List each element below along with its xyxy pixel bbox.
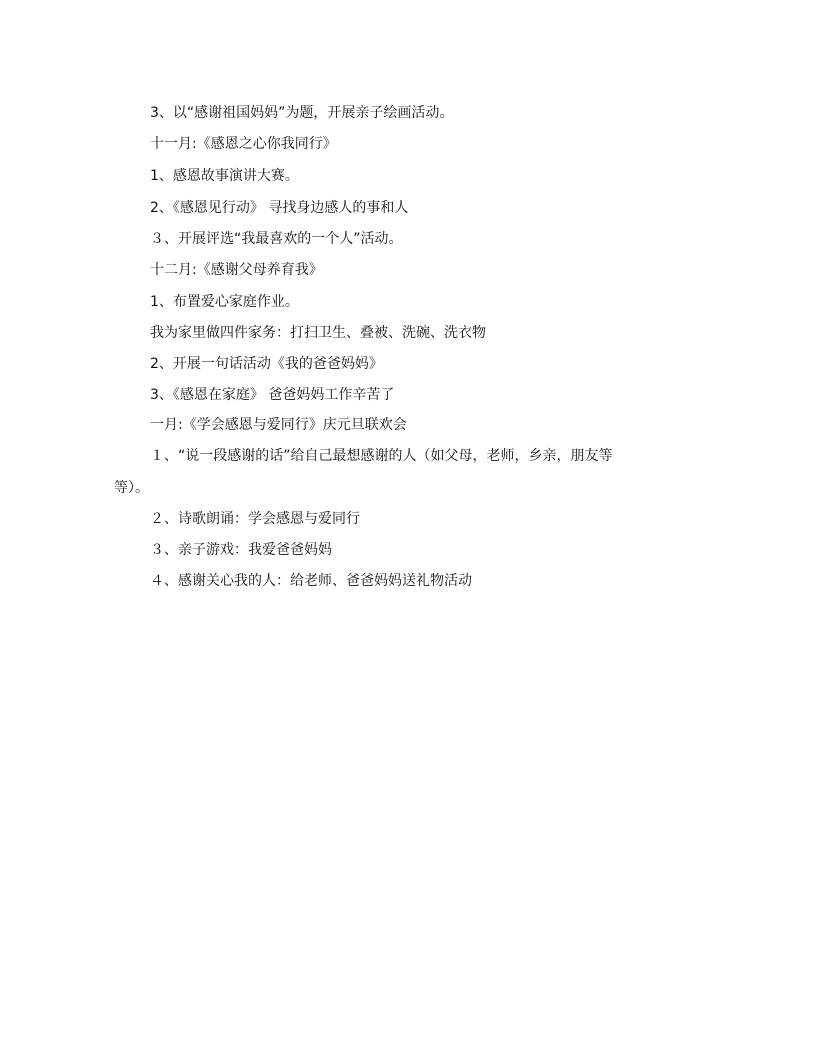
- paragraph-line: ３、开展评选“我最喜欢的一个人”活动。: [150, 231, 403, 247]
- paragraph-line: １、“说一段感谢的话”给自己最想感谢的人（如父母，老师，乡亲，朋友等: [150, 448, 613, 464]
- paragraph-line: 3、以“感谢祖国妈妈”为题，开展亲子绘画活动。: [150, 105, 454, 121]
- section-heading-december: 十二月:《感谢父母养育我》: [150, 262, 323, 278]
- paragraph-line: ２、诗歌朗诵：学会感恩与爱同行: [150, 511, 360, 527]
- paragraph-line: ３、亲子游戏：我爱爸爸妈妈: [150, 542, 332, 558]
- section-heading-january: 一月:《学会感恩与爱同行》庆元旦联欢会: [150, 417, 407, 433]
- paragraph-line-continuation: 等）。: [114, 480, 149, 496]
- paragraph-line: 3、《感恩在家庭》 爸爸妈妈工作辛苦了: [150, 387, 395, 403]
- paragraph-line: 2、《感恩见行动》 寻找身边感人的事和人: [150, 200, 409, 216]
- paragraph-line: 1、感恩故事演讲大赛。: [150, 168, 299, 184]
- paragraph-line: 我为家里做四件家务：打扫卫生、叠被、洗碗、洗衣物: [150, 325, 486, 341]
- paragraph-line: ４、感谢关心我的人：给老师、爸爸妈妈送礼物活动: [150, 573, 472, 589]
- section-heading-november: 十一月:《感恩之心你我同行》: [150, 136, 337, 152]
- paragraph-line: 1、布置爱心家庭作业。: [150, 294, 299, 310]
- paragraph-line: 2、开展一句话活动《我的爸爸妈妈》: [150, 356, 383, 372]
